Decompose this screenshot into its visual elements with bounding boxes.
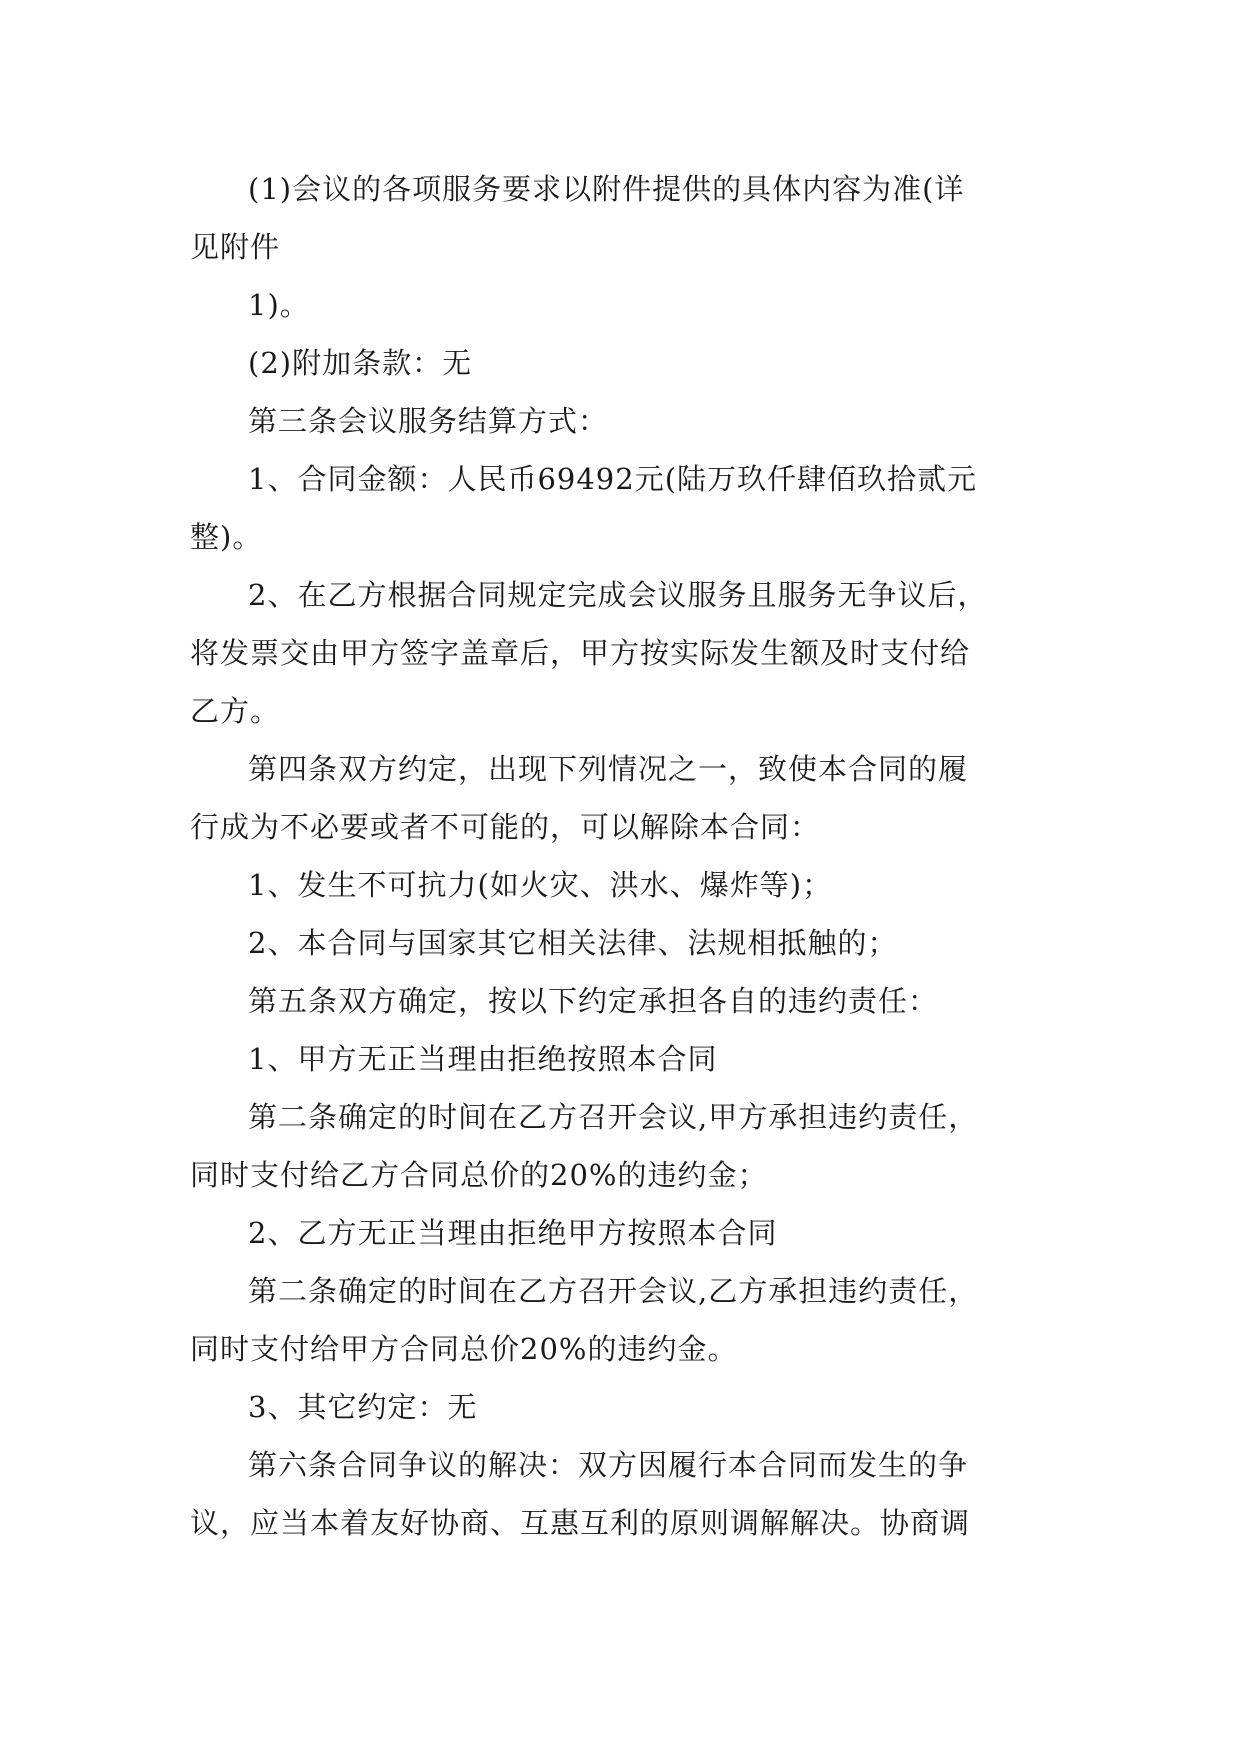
paragraph-line: 1、合同金额：人民币69492元(陆万玖仟肆佰玖拾贰元: [248, 462, 978, 496]
paragraph-line: 1、发生不可抗力(如火灾、洪水、爆炸等)；: [248, 868, 833, 902]
paragraph-13: [190, 1204, 1050, 1262]
paragraph-line: 第四条双方约定，出现下列情况之一，致使本合同的履: [248, 752, 969, 786]
paragraph-10: [190, 972, 1050, 1030]
paragraph-11: [190, 1030, 1050, 1088]
paragraph-1: [190, 160, 1050, 276]
paragraph-8: [190, 856, 1050, 914]
paragraph-line: 2、本合同与国家其它相关法律、法规相抵触的；: [248, 926, 898, 960]
paragraph-line: 第二条确定的时间在乙方召开会议,甲方承担违约责任，: [248, 1100, 979, 1134]
paragraph-line: 整)。: [190, 520, 263, 554]
paragraph-4: [190, 392, 1050, 450]
paragraph-line: 1、甲方无正当理由拒绝按照本合同: [248, 1042, 718, 1076]
paragraph-16: [190, 1436, 1050, 1552]
paragraph-line: 见附件: [190, 230, 281, 264]
paragraph-line: 2、在乙方根据合同规定完成会议服务且服务无争议后，: [248, 578, 988, 612]
paragraph-line: 2、乙方无正当理由拒绝甲方按照本合同: [248, 1216, 778, 1250]
paragraph-line: 1)。: [248, 288, 310, 322]
paragraph-line: 行成为不必要或者不可能的，可以解除本合同：: [190, 810, 821, 844]
paragraph-7: [190, 740, 1050, 856]
paragraph-line: 第三条会议服务结算方式：: [248, 404, 609, 438]
paragraph-2: [190, 276, 1050, 334]
paragraph-line: 3、其它约定：无: [248, 1390, 478, 1424]
paragraph-3: [190, 334, 1050, 392]
paragraph-14: [190, 1262, 1050, 1378]
paragraph-6: [190, 566, 1050, 740]
paragraph-line: 将发票交由甲方签字盖章后，甲方按实际发生额及时支付给: [190, 636, 971, 670]
paragraph-line: 同时支付给甲方合同总价20%的违约金。: [190, 1332, 738, 1366]
paragraph-line: 乙方。: [190, 694, 281, 728]
paragraph-line: 第六条合同争议的解决：双方因履行本合同而发生的争: [248, 1448, 969, 1482]
paragraph-line: 第五条双方确定，按以下约定承担各自的违约责任：: [248, 984, 939, 1018]
paragraph-line: (2)附加条款：无: [248, 346, 473, 380]
paragraph-line: 第二条确定的时间在乙方召开会议,乙方承担违约责任，: [248, 1274, 979, 1308]
paragraph-5: [190, 450, 1050, 566]
paragraph-15: [190, 1378, 1050, 1436]
paragraph-9: [190, 914, 1050, 972]
document-body: [190, 160, 1050, 1552]
paragraph-line: 同时支付给乙方合同总价的20%的违约金；: [190, 1158, 768, 1192]
paragraph-line: (1)会议的各项服务要求以附件提供的具体内容为准(详: [248, 172, 965, 206]
paragraph-line: 议，应当本着友好协商、互惠互利的原则调解解决。协商调: [190, 1506, 971, 1540]
paragraph-12: [190, 1088, 1050, 1204]
